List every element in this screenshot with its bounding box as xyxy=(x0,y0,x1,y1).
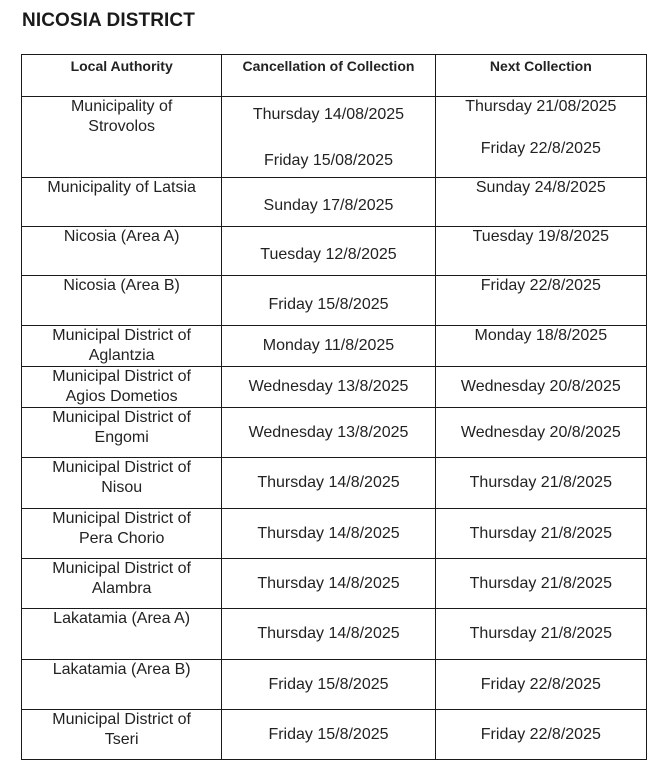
collection-table xyxy=(21,54,647,760)
next-collection-cell-line: Thursday 21/8/2025 xyxy=(469,524,612,542)
table-row xyxy=(22,408,647,458)
next-collection-cell xyxy=(435,509,646,559)
local-authority-cell-line: Municipal District of xyxy=(52,459,191,476)
next-collection-cell-line: Thursday 21/8/2025 xyxy=(469,574,612,592)
local-authority-cell xyxy=(22,710,222,760)
cancellation-cell xyxy=(222,276,435,326)
next-collection-cell-line: Monday 18/8/2025 xyxy=(474,327,608,344)
cancellation-cell xyxy=(222,97,435,178)
next-collection-cell-line: Tuesday 19/8/2025 xyxy=(472,228,610,245)
cancellation-cell-line: Thursday 14/8/2025 xyxy=(257,524,400,542)
local-authority-cell xyxy=(22,609,222,660)
local-authority-cell-line: Municipal District of xyxy=(52,368,191,385)
local-authority-cell xyxy=(22,408,222,458)
next-collection-cell xyxy=(435,367,646,408)
local-authority-cell-line: Municipality of xyxy=(70,98,173,115)
cancellation-cell xyxy=(222,367,435,408)
local-authority-cell-line: Engomi xyxy=(94,429,149,446)
local-authority-cell-line: Municipal District of xyxy=(52,711,191,728)
cancellation-cell xyxy=(222,609,435,660)
next-collection-cell xyxy=(435,609,646,660)
next-collection-cell xyxy=(435,559,646,609)
local-authority-cell-line: Strovolos xyxy=(88,118,155,135)
local-authority-cell xyxy=(22,97,222,178)
cancellation-cell-line: Friday 15/08/2025 xyxy=(263,152,393,169)
cancellation-cell xyxy=(222,178,435,227)
table-row xyxy=(22,97,647,178)
table-header-row xyxy=(22,55,647,97)
next-collection-cell-line: Wednesday 20/8/2025 xyxy=(460,423,621,441)
table-row xyxy=(22,710,647,760)
cancellation-cell xyxy=(222,559,435,609)
cancellation-cell-line: Thursday 14/08/2025 xyxy=(252,106,405,123)
cancellation-cell xyxy=(222,227,435,276)
table-row xyxy=(22,326,647,367)
cancellation-cell-line: Tuesday 12/8/2025 xyxy=(260,246,397,263)
local-authority-cell-line: Municipal District of xyxy=(52,510,191,527)
local-authority-cell-line: Lakatamia (Area A) xyxy=(53,610,191,627)
table-row xyxy=(22,227,647,276)
local-authority-cell xyxy=(22,276,222,326)
cancellation-cell-line: Thursday 14/8/2025 xyxy=(257,625,400,642)
next-collection-cell-line: Friday 22/8/2025 xyxy=(480,675,601,693)
local-authority-cell xyxy=(22,227,222,276)
next-collection-cell-line: Friday 22/8/2025 xyxy=(480,140,601,157)
header-cancellation: Cancellation of Collection xyxy=(222,55,435,97)
cancellation-cell-line: Thursday 14/8/2025 xyxy=(257,474,400,491)
cancellation-cell xyxy=(222,326,435,367)
next-collection-cell-line: Wednesday 20/8/2025 xyxy=(460,378,621,395)
next-collection-cell xyxy=(435,326,646,367)
local-authority-cell xyxy=(22,660,222,710)
local-authority-cell-line: Nicosia (Area A) xyxy=(63,228,180,245)
local-authority-cell xyxy=(22,509,222,559)
page-title: NICOSIA DISTRICT xyxy=(22,10,195,31)
local-authority-cell-line: Municipal District of xyxy=(52,560,191,577)
cancellation-cell xyxy=(222,509,435,559)
local-authority-cell-line: Pera Chorio xyxy=(78,530,165,547)
cancellation-cell-line: Friday 15/8/2025 xyxy=(268,675,389,693)
cancellation-cell-line: Monday 11/8/2025 xyxy=(262,337,395,354)
next-collection-cell xyxy=(435,408,646,458)
local-authority-cell-line: Lakatamia (Area B) xyxy=(52,661,191,678)
local-authority-cell-line: Nisou xyxy=(101,479,143,496)
next-collection-cell-line: Friday 22/8/2025 xyxy=(480,277,601,294)
local-authority-cell xyxy=(22,559,222,609)
cancellation-cell xyxy=(222,408,435,458)
next-collection-cell-line: Thursday 21/8/2025 xyxy=(469,625,612,642)
table-row xyxy=(22,509,647,559)
table-row xyxy=(22,367,647,408)
local-authority-cell-line: Agios Dometios xyxy=(65,388,178,405)
cancellation-cell xyxy=(222,660,435,710)
cancellation-cell-line: Friday 15/8/2025 xyxy=(268,295,389,313)
local-authority-cell-line: Tseri xyxy=(104,731,139,748)
local-authority-cell xyxy=(22,367,222,408)
header-next-collection: Next Collection xyxy=(435,55,646,97)
local-authority-cell xyxy=(22,178,222,227)
local-authority-cell xyxy=(22,326,222,367)
table-row xyxy=(22,660,647,710)
local-authority-cell-line: Aglantzia xyxy=(88,347,155,364)
next-collection-cell xyxy=(435,178,646,227)
cancellation-cell xyxy=(222,458,435,509)
cancellation-cell-line: Thursday 14/8/2025 xyxy=(257,574,400,592)
table-row xyxy=(22,276,647,326)
cancellation-cell-line: Wednesday 13/8/2025 xyxy=(248,423,409,441)
local-authority-cell-line: Municipal District of xyxy=(52,327,191,344)
local-authority-cell-line: Municipality of Latsia xyxy=(47,179,196,196)
cancellation-cell-line: Sunday 17/8/2025 xyxy=(263,197,394,214)
next-collection-cell xyxy=(435,227,646,276)
table-row xyxy=(22,178,647,227)
table-row xyxy=(22,458,647,509)
cancellation-cell-line: Friday 15/8/2025 xyxy=(268,725,389,743)
next-collection-cell-line: Thursday 21/8/2025 xyxy=(469,474,612,491)
next-collection-cell-line: Sunday 24/8/2025 xyxy=(475,179,606,196)
next-collection-cell-line: Friday 22/8/2025 xyxy=(480,725,601,743)
cancellation-cell-line: Wednesday 13/8/2025 xyxy=(248,378,409,395)
next-collection-cell xyxy=(435,97,646,178)
next-collection-cell xyxy=(435,660,646,710)
next-collection-cell-line: Thursday 21/08/2025 xyxy=(465,98,617,115)
local-authority-cell xyxy=(22,458,222,509)
header-local-authority: Local Authority xyxy=(22,55,222,97)
next-collection-cell xyxy=(435,276,646,326)
local-authority-cell-line: Nicosia (Area B) xyxy=(63,277,180,294)
table-row xyxy=(22,609,647,660)
table-row xyxy=(22,559,647,609)
next-collection-cell xyxy=(435,458,646,509)
cancellation-cell xyxy=(222,710,435,760)
next-collection-cell xyxy=(435,710,646,760)
local-authority-cell-line: Municipal District of xyxy=(52,409,191,426)
local-authority-cell-line: Alambra xyxy=(91,580,152,597)
